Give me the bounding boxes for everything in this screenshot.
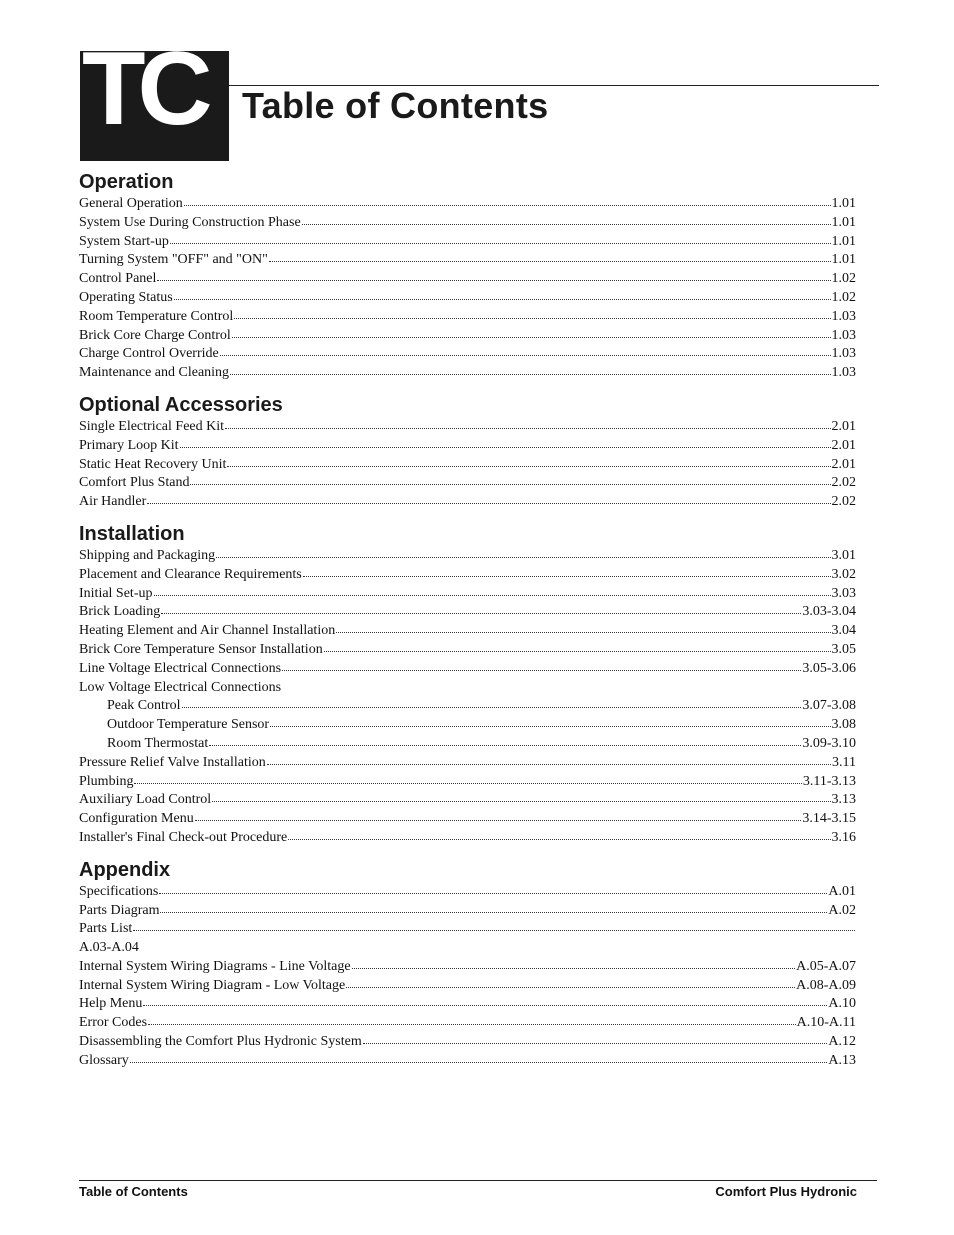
dot-leader [195, 816, 802, 821]
toc-entry-title: Error Codes [79, 1015, 148, 1031]
toc-entry[interactable] [79, 622, 856, 641]
toc-entry-page: A.13 [828, 1052, 856, 1068]
toc-entry[interactable] [79, 958, 856, 977]
toc-entry-title: Configuration Menu [79, 811, 194, 827]
toc-entry-page: A.08-A.09 [796, 977, 856, 993]
toc-entry[interactable] [79, 437, 856, 456]
footer-rule [79, 1180, 877, 1181]
toc-entry-page: 1.03 [831, 346, 856, 362]
toc-entry[interactable] [79, 920, 856, 939]
toc-entry[interactable] [79, 418, 856, 437]
section-heading: Installation [79, 522, 185, 545]
toc-entry[interactable] [79, 289, 856, 308]
dot-leader [174, 295, 831, 300]
toc-entry-page: A.12 [828, 1034, 856, 1050]
toc-entry-page: 3.08 [831, 717, 856, 733]
toc-entry[interactable] [79, 233, 856, 252]
dot-leader [134, 779, 801, 784]
footer-right-label: Comfort Plus Hydronic [715, 1184, 857, 1199]
toc-entry[interactable] [79, 773, 856, 792]
dot-leader [227, 462, 830, 467]
toc-entry[interactable] [79, 1033, 856, 1052]
dot-leader [182, 703, 802, 708]
dot-leader [147, 499, 830, 504]
toc-entry-title: Low Voltage Electrical Connections [79, 679, 282, 695]
toc-entry[interactable] [79, 791, 856, 810]
toc-entry-page: 3.13 [831, 792, 856, 808]
toc-entry-title: Pressure Relief Valve Installation [79, 754, 266, 770]
toc-entry-title: Room Thermostat [107, 735, 209, 751]
dot-leader [130, 1058, 828, 1063]
toc-entry-page: 1.01 [831, 214, 856, 230]
section-heading: Appendix [79, 858, 171, 881]
dot-leader [282, 666, 801, 671]
dot-leader [288, 835, 830, 840]
toc-entry-page: 3.02 [831, 566, 856, 582]
toc-section-appendix [79, 857, 856, 1071]
section-heading: Operation [79, 171, 174, 193]
toc-entry[interactable] [79, 883, 856, 902]
toc-entry-title: Primary Loop Kit [79, 437, 179, 453]
toc-entry[interactable] [79, 1014, 856, 1033]
toc-entry-page: 1.02 [831, 289, 856, 305]
dot-leader [159, 889, 827, 894]
toc-entry[interactable] [79, 474, 856, 493]
toc-entry[interactable] [79, 995, 856, 1014]
toc-entry-title: Brick Loading [79, 604, 161, 620]
dot-leader [133, 926, 855, 931]
toc-entry-page: 3.03 [831, 585, 856, 601]
toc-entry-page: 1.03 [831, 308, 856, 324]
toc-entry[interactable] [79, 1052, 856, 1071]
toc-entry-page: 3.16 [831, 829, 856, 845]
footer-left-label: Table of Contents [79, 1184, 188, 1199]
toc-entry[interactable] [79, 902, 856, 921]
toc-entry[interactable] [79, 754, 856, 773]
toc-entry[interactable] [79, 327, 856, 346]
toc-entry-title: Plumbing [79, 773, 134, 789]
toc-entry[interactable] [79, 547, 856, 566]
dot-leader [216, 553, 830, 558]
toc-entry-page: 1.03 [831, 327, 856, 343]
toc-entry[interactable] [79, 977, 856, 996]
toc-entry-page: 3.07-3.08 [802, 698, 856, 714]
dot-leader [270, 722, 830, 727]
toc-entry-title: Line Voltage Electrical Connections [79, 660, 282, 676]
dot-leader [170, 239, 831, 244]
toc-entry[interactable] [79, 735, 856, 754]
dot-leader [160, 908, 827, 913]
toc-entry-page: 2.01 [831, 437, 856, 453]
toc-entry[interactable] [79, 566, 856, 585]
toc-entry-title: Placement and Clearance Requirements [79, 566, 302, 582]
toc-entry-page: 3.11 [832, 754, 856, 770]
dot-leader [184, 201, 831, 206]
toc-entry[interactable] [79, 829, 856, 848]
toc-entry-page: A.10 [828, 996, 856, 1012]
page-title: Table of Contents [242, 85, 549, 126]
toc-entry-title: Internal System Wiring Diagrams - Line Voltage [79, 958, 351, 974]
toc-entry-title: Help Menu [79, 996, 143, 1012]
toc-entry[interactable] [79, 716, 856, 735]
toc-entry-title: Turning System "OFF" and "ON" [79, 252, 268, 268]
toc-entry-title: Operating Status [79, 289, 173, 305]
toc-entry-title: Brick Core Charge Control [79, 327, 231, 343]
toc-entry-page: A.01 [828, 883, 856, 899]
toc-entry[interactable] [79, 493, 856, 512]
toc-entry[interactable] [79, 364, 856, 383]
toc-entry-page: A.05-A.07 [796, 958, 856, 974]
toc-entry-title: Air Handler [79, 494, 147, 510]
toc-entry-page: 1.02 [831, 271, 856, 287]
tc-badge [80, 51, 229, 161]
dot-leader [212, 797, 830, 802]
toc-entry-title: Initial Set-up [79, 585, 153, 601]
dot-leader [180, 443, 831, 448]
toc-entry-title: Shipping and Packaging [79, 547, 216, 563]
toc-entry[interactable] [79, 195, 856, 214]
toc-entry-title: System Use During Construction Phase [79, 214, 301, 230]
toc-entry-title: Parts List [79, 921, 133, 937]
toc-entry-title: Brick Core Temperature Sensor Installation [79, 641, 323, 657]
toc-entry-title: Heating Element and Air Channel Installation [79, 623, 336, 639]
toc-entry-title: System Start-up [79, 233, 169, 249]
toc-entry-page: 3.09-3.10 [802, 735, 856, 751]
toc-entry-title: Outdoor Temperature Sensor [107, 717, 270, 733]
toc-entry-title: Specifications [79, 883, 159, 899]
toc-entry-page: 1.01 [831, 196, 856, 211]
toc-entry-title: General Operation [79, 196, 183, 211]
toc-entry-page: 3.11-3.13 [802, 773, 856, 789]
dot-leader [303, 572, 831, 577]
dot-leader [154, 591, 831, 596]
toc-entry-title: Charge Control Override [79, 346, 219, 362]
toc-entry-page: 2.02 [831, 475, 856, 491]
toc-entry-title: Comfort Plus Stand [79, 475, 190, 491]
toc-entry-page: A.02 [828, 902, 856, 918]
dot-leader [190, 480, 830, 485]
toc-entry[interactable] [79, 810, 856, 829]
dot-leader [324, 647, 831, 652]
toc-entry-title: A.03-A.04 [79, 940, 139, 956]
toc-entry[interactable] [79, 641, 856, 660]
toc-entry-title: Maintenance and Cleaning [79, 365, 230, 381]
toc-entry-title: Glossary [79, 1052, 129, 1068]
toc-entry-title: Peak Control [107, 698, 181, 714]
dot-leader [225, 424, 830, 429]
toc-entry-page: 2.01 [831, 418, 856, 434]
toc-entry-page: 3.14-3.15 [802, 811, 856, 827]
dot-leader [346, 983, 795, 988]
toc-entry-page: 3.01 [831, 547, 856, 563]
toc-entry[interactable] [79, 270, 856, 289]
toc-entry[interactable] [79, 697, 856, 716]
dot-leader [148, 1020, 796, 1025]
dot-leader [352, 964, 796, 969]
toc-entry[interactable] [79, 214, 856, 233]
toc-section-installation [79, 521, 856, 848]
toc-entry-page: 2.02 [831, 494, 856, 510]
dot-leader [336, 628, 830, 633]
toc-entry-page: 1.01 [831, 252, 856, 268]
dot-leader [220, 351, 831, 356]
toc-entry-page: 2.01 [831, 456, 856, 472]
dot-leader [302, 220, 831, 225]
toc-entry-title: Internal System Wiring Diagram - Low Voltage [79, 977, 346, 993]
dot-leader [234, 314, 830, 319]
dot-leader [230, 370, 830, 375]
toc-entry-title: Room Temperature Control [79, 308, 234, 324]
toc-entry-title: Disassembling the Comfort Plus Hydronic System [79, 1034, 362, 1050]
dot-leader [363, 1039, 828, 1044]
toc-entry-page: 3.05-3.06 [802, 660, 856, 676]
dot-leader [143, 1001, 827, 1006]
toc-entry-page: A.10-A.11 [796, 1015, 856, 1031]
dot-leader [269, 257, 831, 262]
toc-entry-page: 3.04 [831, 623, 856, 639]
toc-entry-title: Installer's Final Check-out Procedure [79, 829, 288, 845]
toc-section-optional-accessories [79, 392, 856, 512]
toc-entry-page: 3.03-3.04 [802, 604, 856, 620]
toc-entry-title: Control Panel [79, 271, 157, 287]
toc-entry-page: 1.01 [831, 233, 856, 249]
toc-entry[interactable] [79, 345, 856, 364]
toc-entry-title: Static Heat Recovery Unit [79, 456, 227, 472]
toc-entry-title: Auxiliary Load Control [79, 792, 212, 808]
dot-leader [161, 609, 801, 614]
toc-entry[interactable] [79, 251, 856, 270]
toc-entry[interactable] [79, 585, 856, 604]
dot-leader [209, 741, 801, 746]
dot-leader [267, 760, 831, 765]
toc-entry-title: Parts Diagram [79, 902, 160, 918]
section-heading: Optional Accessories [79, 393, 283, 416]
toc-entry[interactable] [79, 660, 856, 679]
toc-section-operation [79, 169, 856, 383]
tc-badge-letters: TC [82, 51, 205, 147]
dot-leader [232, 333, 831, 338]
toc-entry[interactable] [79, 939, 856, 958]
toc-entry[interactable] [79, 603, 856, 622]
toc-entry-page: 3.05 [831, 641, 856, 657]
toc-entry[interactable] [79, 456, 856, 475]
table-of-contents [79, 169, 856, 1080]
toc-entry[interactable] [79, 308, 856, 327]
toc-entry-title: Single Electrical Feed Kit [79, 418, 225, 434]
toc-entry[interactable] [79, 679, 856, 698]
dot-leader [157, 276, 830, 281]
toc-entry-page: 1.03 [831, 365, 856, 381]
